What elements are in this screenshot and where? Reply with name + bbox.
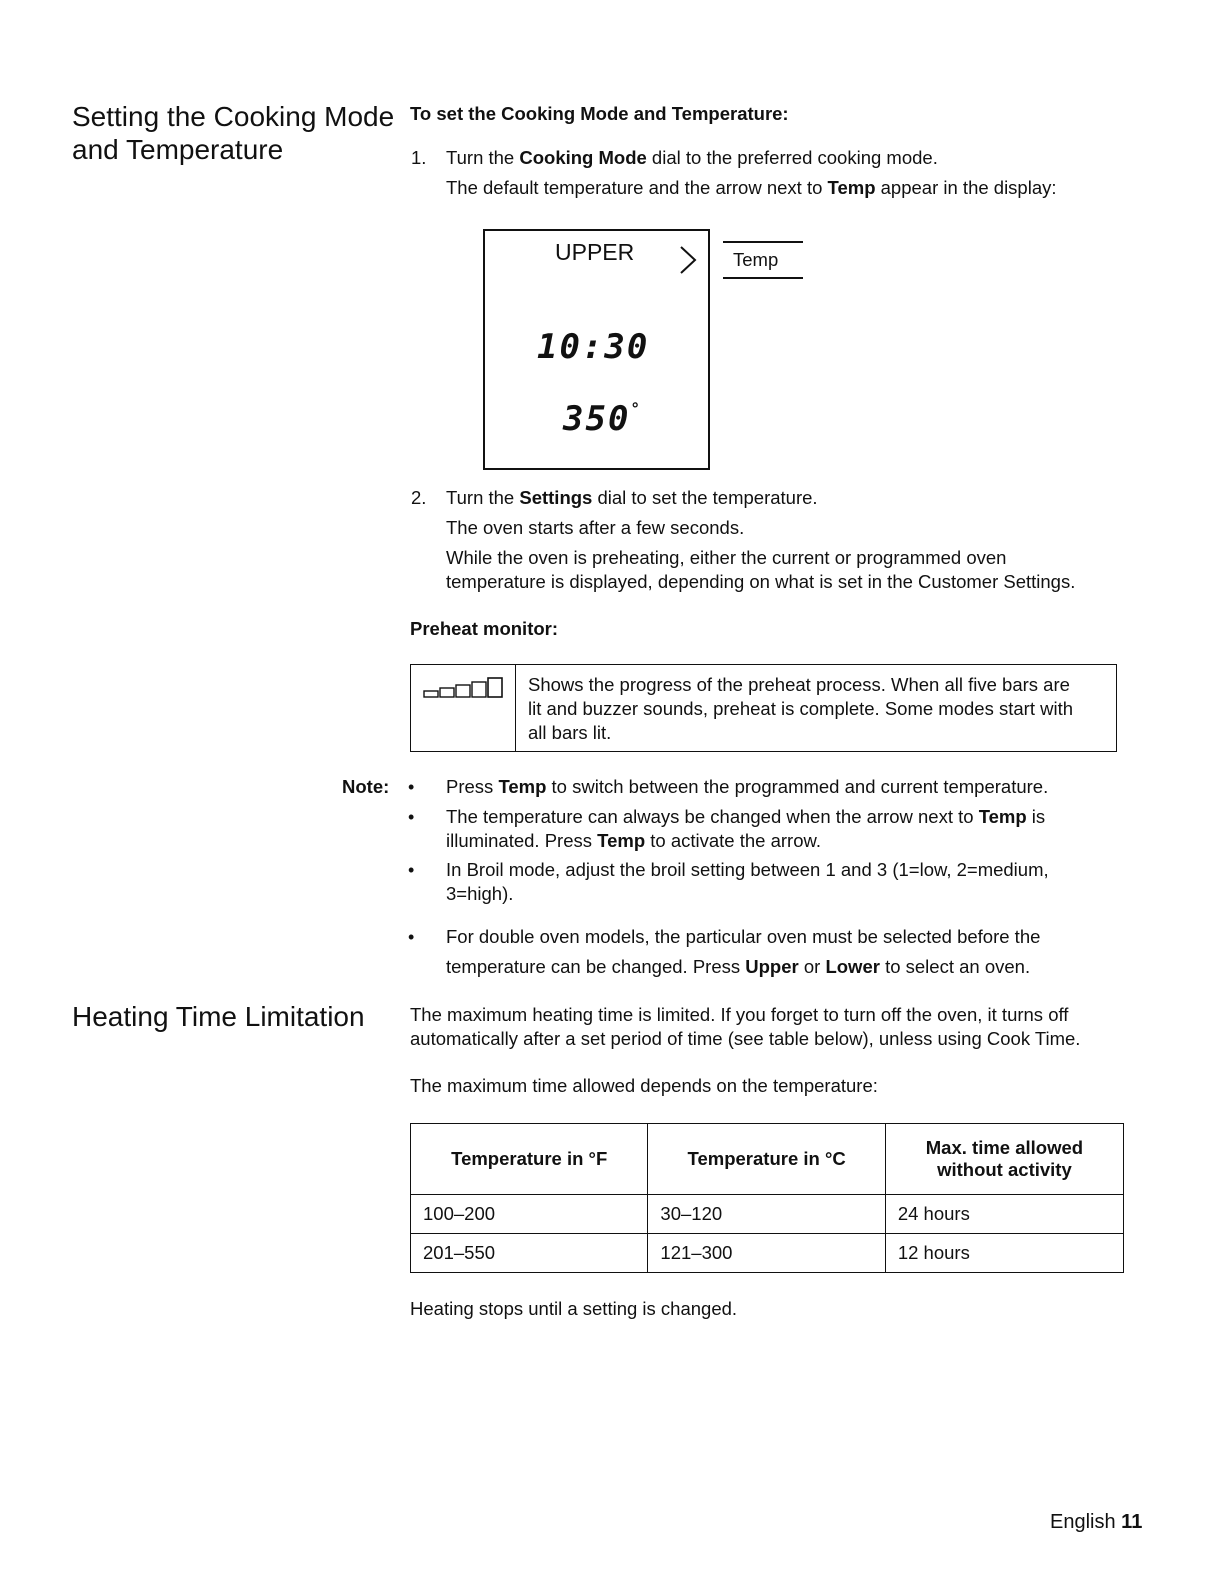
subtitle-set-cooking-mode: To set the Cooking Mode and Temperature: [410,103,789,124]
display-time: 10:30 [537,327,650,367]
note-item-2-cont: illuminated. Press Temp to activate the arrow. [446,830,821,851]
table-header-celsius: Temperature in °C [648,1124,885,1195]
display-temperature: 350° [563,399,643,439]
display-mode-label: UPPER [555,239,635,265]
section-title-cooking-mode: Setting the Cooking Mode and Temperature [72,101,395,165]
note-label: Note: [342,776,390,797]
table-cell: 201–550 [411,1234,648,1273]
page-footer: English 11 [1050,1511,1143,1533]
bullet-icon: • [408,860,415,880]
table-header-max-time: Max. time allowed without activity [885,1124,1123,1195]
note-item-4: For double oven models, the particular oven must be selected before the [446,926,1041,947]
heating-para-1-cont: automatically after a set period of time (see table below), unless using Cook Time. [410,1028,1081,1049]
temp-callout: Temp [723,241,803,279]
bullet-icon: • [408,777,415,797]
section-title-heating-time: Heating Time Limitation [72,1001,365,1032]
step-1-detail: The default temperature and the arrow next to Temp appear in the display: [446,177,1057,198]
preheat-monitor-box [410,664,1117,752]
heating-para-1: The maximum heating time is limited. If you forget to turn off the oven, it turns off [410,1004,1069,1025]
table-cell: 121–300 [648,1234,885,1273]
temp-arrow-icon [679,245,697,280]
table-cell: 100–200 [411,1195,648,1234]
table-cell: 12 hours [885,1234,1123,1273]
preheat-heading: Preheat monitor: [410,618,559,639]
heating-footer-note: Heating stops until a setting is changed. [410,1298,738,1319]
table-header-fahrenheit: Temperature in °F [411,1124,648,1195]
bullet-icon: • [408,927,415,947]
preheat-desc-1: Shows the progress of the preheat process. When all five bars are [528,674,1070,695]
step-2-detail-2: While the oven is preheating, either the current or programmed oven [446,547,1007,568]
note-item-1: Press Temp to switch between the programmed and current temperature. [446,776,1049,797]
step-number-1: 1. [411,147,427,168]
table-cell: 24 hours [885,1195,1123,1234]
table-row [411,1195,1124,1234]
note-item-2: The temperature can always be changed when the arrow next to Temp is [446,806,1046,827]
note-item-4-cont: temperature can be changed. Press Upper or Lower to select an oven. [446,956,1031,977]
preheat-desc-3: all bars lit. [528,722,612,743]
oven-display [483,229,710,470]
note-item-3-cont: 3=high). [446,883,514,904]
note-item-3: In Broil mode, adjust the broil setting between 1 and 3 (1=low, 2=medium, [446,859,1049,880]
table-row [411,1234,1124,1273]
step-2-detail-3: temperature is displayed, depending on what is set in the Customer Settings. [446,571,1076,592]
step-number-2: 2. [411,487,427,508]
preheat-bars-icon [423,677,507,704]
preheat-desc-2: lit and buzzer sounds, preheat is complete. Some modes start with [528,698,1073,719]
step-1-text: Turn the Cooking Mode dial to the preferred cooking mode. [446,147,938,168]
bullet-icon: • [408,807,415,827]
step-2-detail-1: The oven starts after a few seconds. [446,517,745,538]
heating-limits-table [410,1123,1124,1273]
step-2-text: Turn the Settings dial to set the temperature. [446,487,818,508]
table-header-row [411,1124,1124,1195]
heating-para-2: The maximum time allowed depends on the temperature: [410,1075,878,1096]
table-cell: 30–120 [648,1195,885,1234]
